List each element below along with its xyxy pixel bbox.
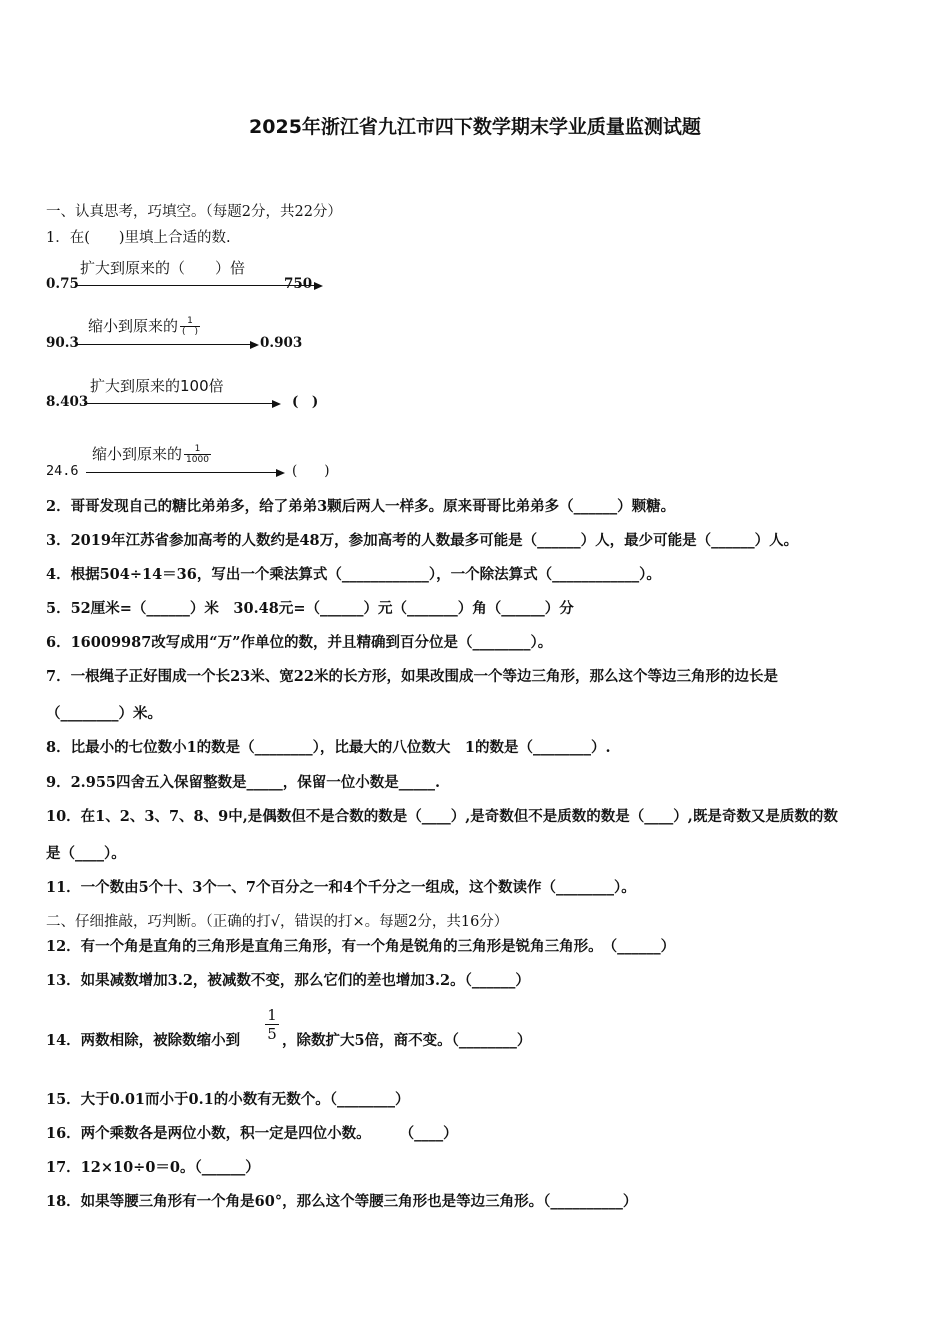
question-4: 4．根据504÷14＝36，写出一个乘法算式（____________），一个除法算式（____________）。 — [46, 566, 661, 583]
question-2: 2．哥哥发现自己的糖比弟弟多，给了弟弟3颗后两人一样多。原来哥哥比弟弟多（______）颗糖。 — [46, 498, 676, 515]
arrow-from: 24.6 — [46, 463, 79, 479]
question-1: 1．在( )里填上合适的数. — [46, 230, 231, 246]
arrow-caption-text: 缩小到原来的 — [88, 317, 179, 335]
arrow-caption — [88, 315, 200, 337]
arrow-row-4 — [46, 425, 466, 485]
question-7-continued: （________）米。 — [46, 705, 162, 722]
page-title: 2025年浙江省九江市四下数学期末学业质量监测试题 — [249, 116, 701, 138]
question-14-part1: 14．两数相除，被除数缩小到 — [46, 1032, 241, 1049]
question-12: 12．有一个角是直角的三角形是直角三角形，有一个角是锐角的三角形是锐角三角形。 （______） — [46, 938, 676, 955]
fraction-numerator: 1 — [265, 1006, 279, 1025]
question-16: 16．两个乘数各是两位小数，积一定是四位小数。 （____） — [46, 1125, 458, 1142]
arrow-row-3 — [46, 356, 466, 416]
question-7: 7．一根绳子正好围成一个长23米、宽22米的长方形，如果改围成一个等边三角形，那么这个等边三角形的边长是 — [46, 668, 778, 685]
arrow-caption: 扩大到原来的（ ）倍 — [80, 259, 246, 277]
fraction-numerator: 1 — [180, 316, 200, 327]
arrow-head-icon — [276, 469, 285, 477]
arrow-shaft — [76, 344, 256, 345]
question-3: 3．2019年江苏省参加高考的人数约是48万，参加高考的人数最多可能是（______）人，最少可能是（______）人。 — [46, 532, 799, 549]
arrow-from: 90.3 — [46, 335, 79, 351]
question-9: 9．2.955四舍五入保留整数是_____，保留一位小数是_____. — [46, 774, 441, 791]
arrow-shaft — [84, 403, 272, 404]
question-14-part2: ，除数扩大5倍，商不变。（________） — [282, 1032, 532, 1049]
question-10-continued: 是（____）。 — [46, 845, 126, 862]
fraction — [184, 444, 211, 465]
arrow-to: 0.903 — [260, 335, 303, 351]
fraction-denominator: ( ) — [182, 327, 199, 337]
question-6: 6．16009987改写成用“万”作单位的数，并且精确到百分位是（________）。 — [46, 634, 553, 651]
arrow-row-2 — [46, 297, 466, 357]
question-18: 18．如果等腰三角形有一个角是60°，那么这个等腰三角形也是等边三角形。（__________） — [46, 1193, 638, 1210]
question-5: 5．52厘米=（______）米 30.48元=（______）元（_______）角（______）分 — [46, 600, 574, 617]
section-2-heading: 二、仔细推敲，巧判断。（正确的打√，错误的打×。每题2分，共16分） — [46, 914, 509, 930]
question-17: 17．12×10÷0＝0。（______） — [46, 1159, 260, 1176]
fraction-denominator: 5 — [267, 1025, 277, 1043]
question-15: 15．大于0.01而小于0.1的小数有无数个。（________） — [46, 1091, 410, 1108]
question-13: 13．如果减数增加3.2，被减数不变，那么它们的差也增加3.2。（______） — [46, 972, 530, 989]
arrow-caption-text: 缩小到原来的 — [92, 445, 183, 463]
fraction-denominator: 1000 — [186, 455, 209, 465]
question-11: 11．一个数由5个十、3个一、7个百分之一和4个千分之一组成，这个数读作（________）。 — [46, 879, 636, 896]
fraction-numerator: 1 — [184, 444, 211, 455]
arrow-head-icon — [272, 400, 281, 408]
fraction — [180, 316, 200, 337]
arrow-to: 750 — [284, 276, 313, 292]
arrow-to: ( ) — [292, 463, 330, 479]
section-1-heading: 一、认真思考，巧填空。（每题2分，共22分） — [46, 204, 342, 220]
arrow-shaft — [76, 285, 314, 286]
arrow-caption: 扩大到原来的100倍 — [90, 377, 224, 395]
arrow-to: ( ) — [292, 394, 319, 410]
arrow-head-icon — [250, 341, 259, 349]
arrow-caption — [92, 443, 211, 465]
fraction-one-fifth — [265, 1006, 279, 1043]
arrow-from: 0.75 — [46, 276, 79, 292]
question-8: 8．比最小的七位数小1的数是（________），比最大的八位数大 1的数是（________）. — [46, 739, 611, 756]
arrow-head-icon — [314, 282, 323, 290]
arrow-shaft — [86, 472, 276, 473]
question-10: 10．在1、2、3、7、8、9中,是偶数但不是合数的数是（____）,是奇数但不是质数的数是（____）,既是奇数又是质数的数 — [46, 808, 838, 825]
arrow-row-1 — [46, 238, 466, 298]
arrow-from: 8.403 — [46, 394, 89, 410]
